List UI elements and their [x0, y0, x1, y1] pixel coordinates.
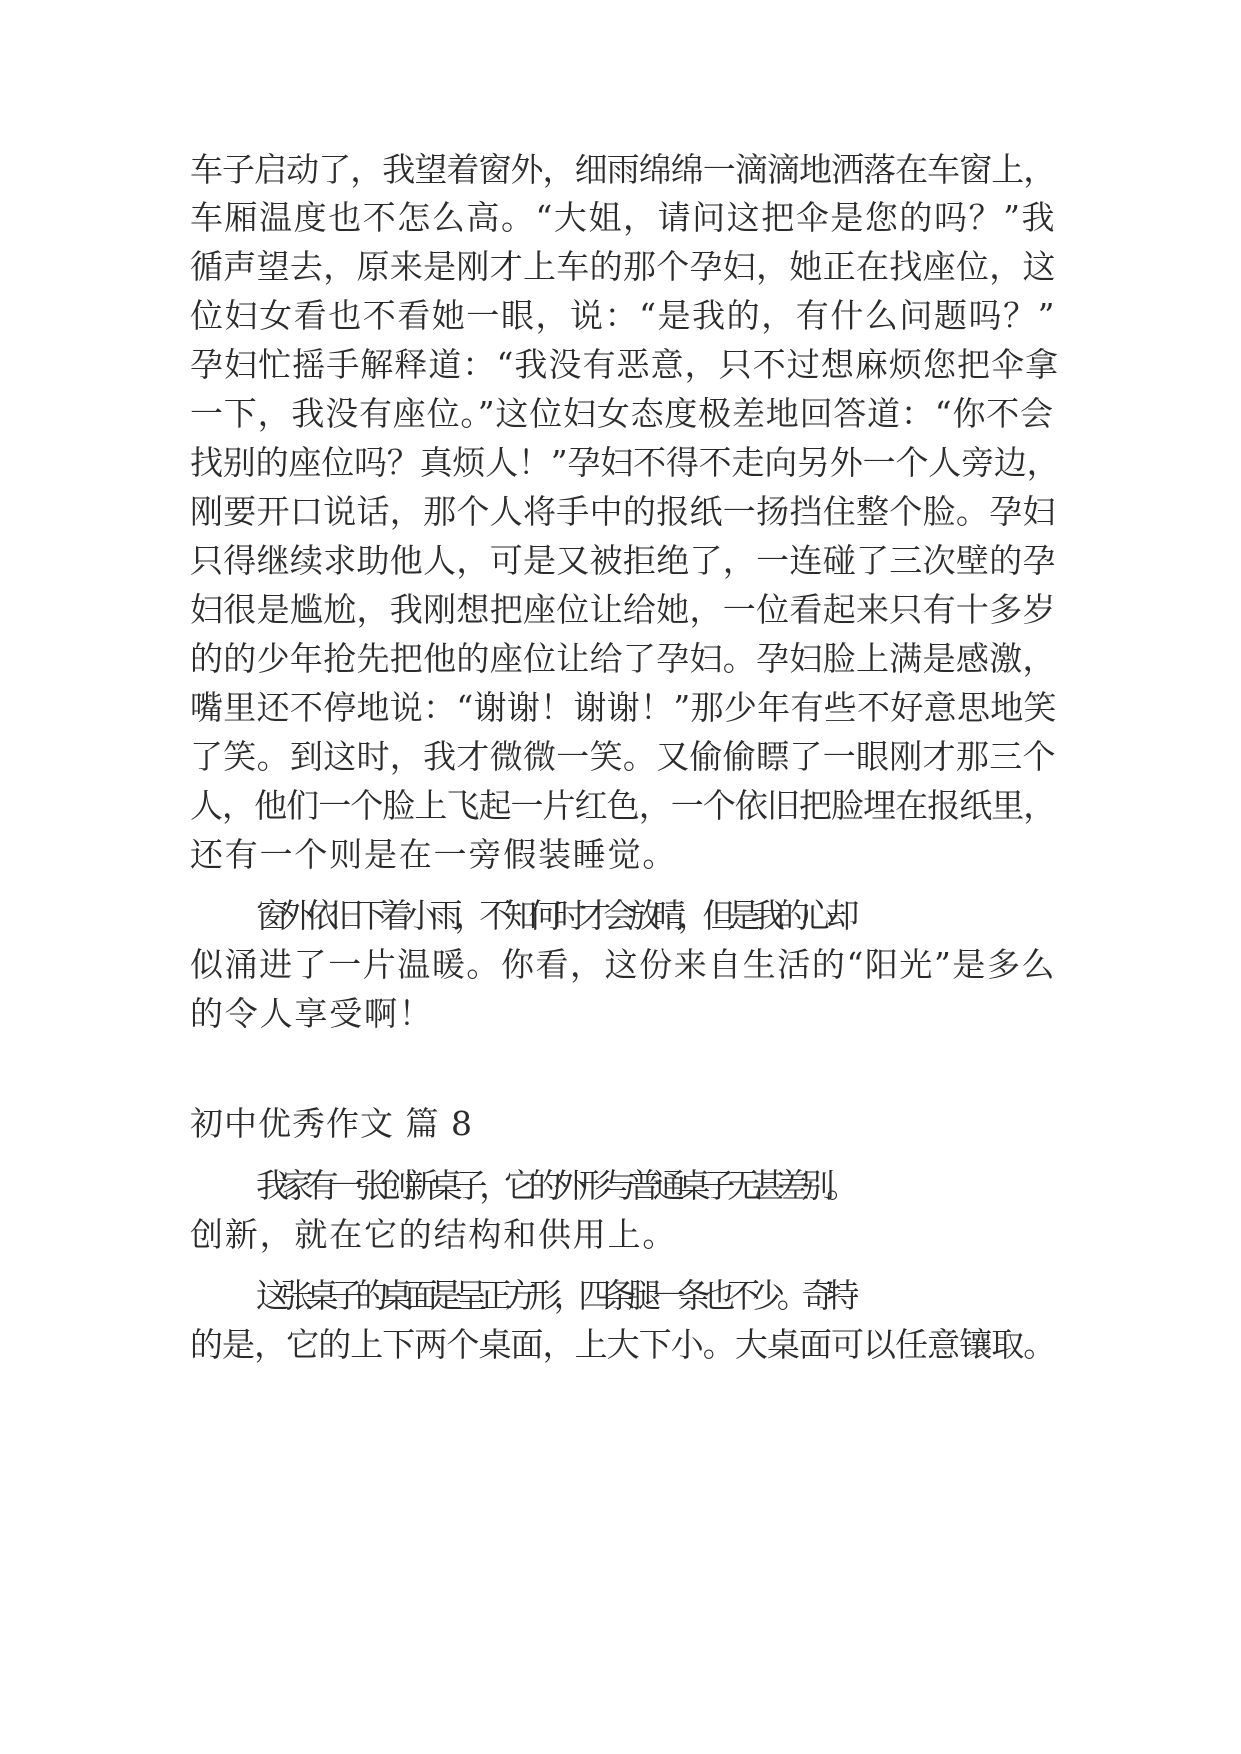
text-line: 车厢温度也不怎么高。“大姐，请问这把伞是您的吗？”我 [190, 198, 1057, 237]
section-heading: 初中优秀作文 篇 8 [190, 1104, 473, 1143]
text-line: 了笑。到这时，我才微微一笑。又偷偷瞟了一眼刚才那三个 [190, 737, 1056, 776]
text-line: 我家有一张创新桌子，它的外形与普通桌子无甚差别。 [256, 1166, 852, 1205]
text-line: 创新，就在它的结构和供用上。 [190, 1215, 678, 1254]
text-line: 循声望去，原来是刚才上车的那个孕妇，她正在找座位，这 [190, 247, 1056, 286]
text-line: 的是，它的上下两个桌面，上大下小。大桌面可以任意镶取。 [190, 1325, 1056, 1364]
text-line: 这张桌子的桌面是呈正方形，四条腿一条也不少。奇特 [256, 1276, 852, 1315]
text-line: 人，他们一个脸上飞起一片红色，一个依旧把脸埋在报纸里， [190, 786, 1056, 825]
text-line: 孕妇忙摇手解释道：“我没有恶意，只不过想麻烦您把伞拿 [190, 345, 1060, 384]
text-line: 刚要开口说话，那个人将手中的报纸一扬挡住整个脸。孕妇 [190, 492, 1056, 531]
text-line: 还有一个则是在一旁假装睡觉。 [190, 835, 678, 874]
text-line: 似涌进了一片温暖。你看，这份来自生活的“阳光”是多么 [190, 945, 1057, 984]
text-line: 的的少年抢先把他的座位让给了孕妇。孕妇脸上满是感激， [190, 639, 1056, 678]
text-line: 位妇女看也不看她一眼，说：“是我的，有什么问题吗？” [190, 296, 1057, 335]
text-line: 嘴里还不停地说：“谢谢！谢谢！”那少年有些不好意思地笑 [190, 688, 1057, 727]
text-line: 的令人享受啊！ [190, 994, 434, 1033]
text-line: 窗外依旧下着小雨，不知何时才会放晴，但是我的心却 [256, 896, 852, 935]
text-line: 只得继续求助他人，可是又被拒绝了，一连碰了三次壁的孕 [190, 541, 1056, 580]
text-line: 一下，我没有座位。”这位妇女态度极差地回答道：“你不会 [190, 394, 1054, 433]
text-line: 妇很是尴尬，我刚想把座位让给她，一位看起来只有十多岁 [190, 590, 1056, 629]
text-line: 找别的座位吗？真烦人！”孕妇不得不走向另外一个人旁边， [190, 443, 1060, 482]
text-line: 车子启动了，我望着窗外，细雨绵绵一滴滴地洒落在车窗上， [190, 150, 1056, 189]
